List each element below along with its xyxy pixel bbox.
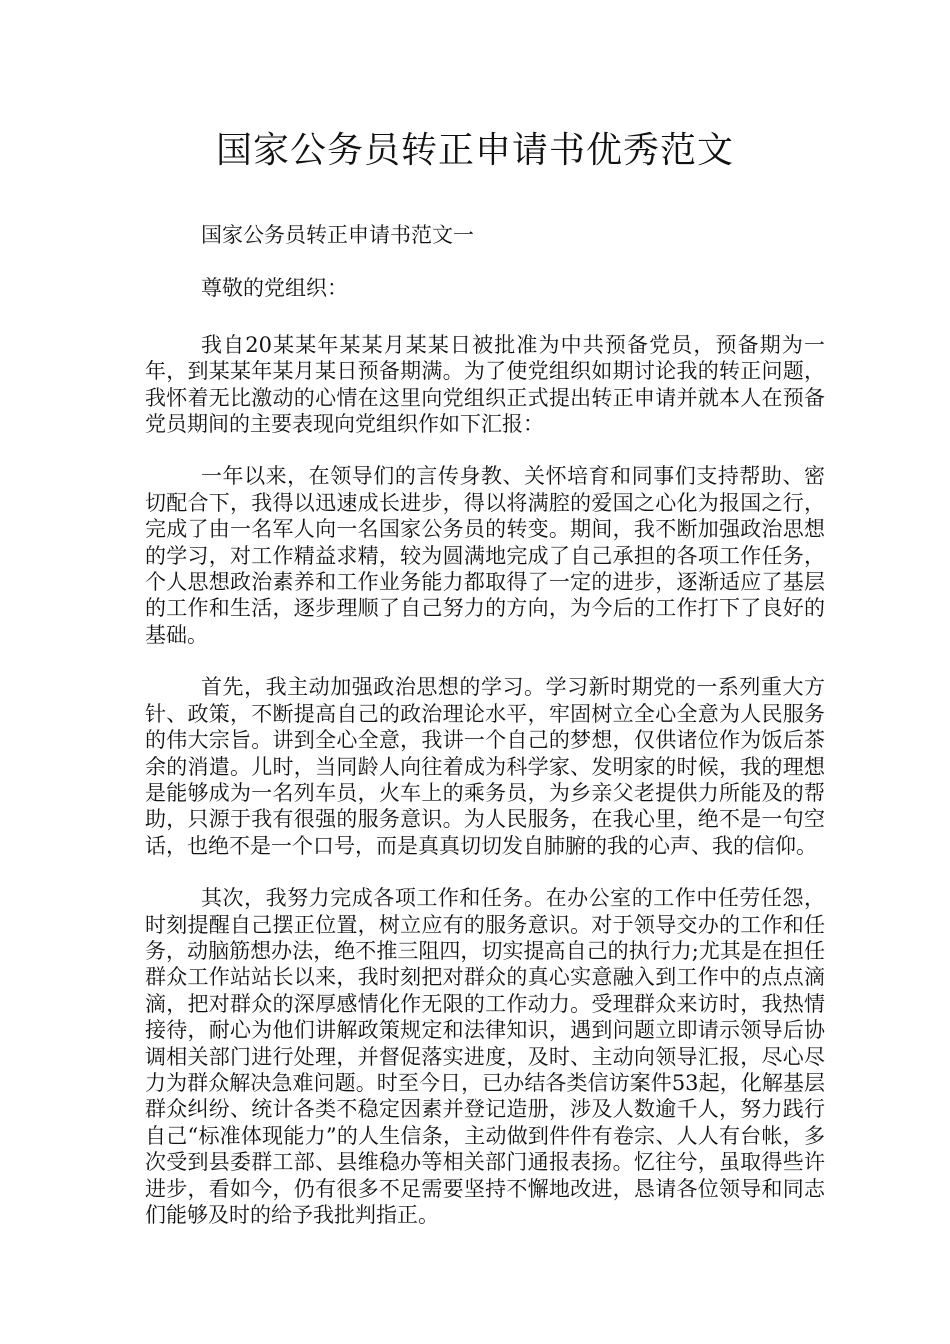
salutation: 尊敬的党组织： xyxy=(201,276,348,301)
paragraph-2: 一年以来，在领导们的言传身教、关怀培育和同事们支持帮助、密切配合下，我得以迅速成长进步，得以将满腔的爱国之心化为报国之行，完成了由一名军人向一名国家公务员的转变。期间，我不断加强政治思想的学习，对工作精益求精，较为圆满地完成了自己承担的各项工作任务，个人思想政治素养和工作业务能力都取得了一定的进步，逐渐适应了基层的工作和生活，逐步理顺了自己努力的方向，为今后的工作打下了良好的基础。 xyxy=(145,464,825,647)
document-body xyxy=(145,222,825,1228)
paragraph-4: 其次，我努力完成各项工作和任务。在办公室的工作中任劳任怨，时刻提醒自己摆正位置，树立应有的服务意识。对于领导交办的工作和任务，动脑筋想办法，绝不推三阻四，切实提高自己的执行力;尤其是在担任群众工作站站长以来，我时刻把对群众的真心实意融入到工作中的点点滴滴，把对群众的深厚感情化作无限的工作动力。受理群众来访时，我热情接待，耐心为他们讲解政策规定和法律知识，遇到问题立即请示领导后协调相关部门进行处理，并督促落实进度，及时、主动向领导汇报，尽心尽力为群众解决急难问题。时至今日，已办结各类信访案件53起，化解基层群众纠纷、统计各类不稳定因素并登记造册，涉及人数逾千人，努力践行自己“标准体现能力”的人生信条，主动做到件件有卷宗、人人有台帐，多次受到县委群工部、县维稳办等相关部门通报表扬。忆往兮，虽取得些许进步，看如今，仍有很多不足需要坚持不懈地改进，恳请各位领导和同志们能够及时的给予我批判指正。 xyxy=(145,886,825,1227)
paragraph-3: 首先，我主动加强政治思想的学习。学习新时期党的一系列重大方针、政策，不断提高自己的政治理论水平，牢固树立全心全意为人民服务的伟大宗旨。讲到全心全意，我讲一个自己的梦想，仅供诸位作为饭后茶余的消遣。儿时，当同龄人向往着成为科学家、发明家的时候，我的理想是能够成为一名列车员，火车上的乘务员，为乡亲父老提供力所能及的帮助，只源于我有很强的服务意识。为人民服务，在我心里，绝不是一句空话，也绝不是一个口号，而是真真切切发自肺腑的我的心声、我的信仰。 xyxy=(145,675,825,858)
paragraph-1: 我自20某某年某某月某某日被批准为中共预备党员，预备期为一年，到某某年某月某日预备期满。为了使党组织如期讨论我的转正问题，我怀着无比激动的心情在这里向党组织正式提出转正申请并就本人在预备党员期间的主要表现向党组织作如下汇报： xyxy=(145,332,825,437)
document-title: 国家公务员转正申请书优秀范文 xyxy=(215,130,734,171)
document-subtitle: 国家公务员转正申请书范文一 xyxy=(201,223,474,247)
